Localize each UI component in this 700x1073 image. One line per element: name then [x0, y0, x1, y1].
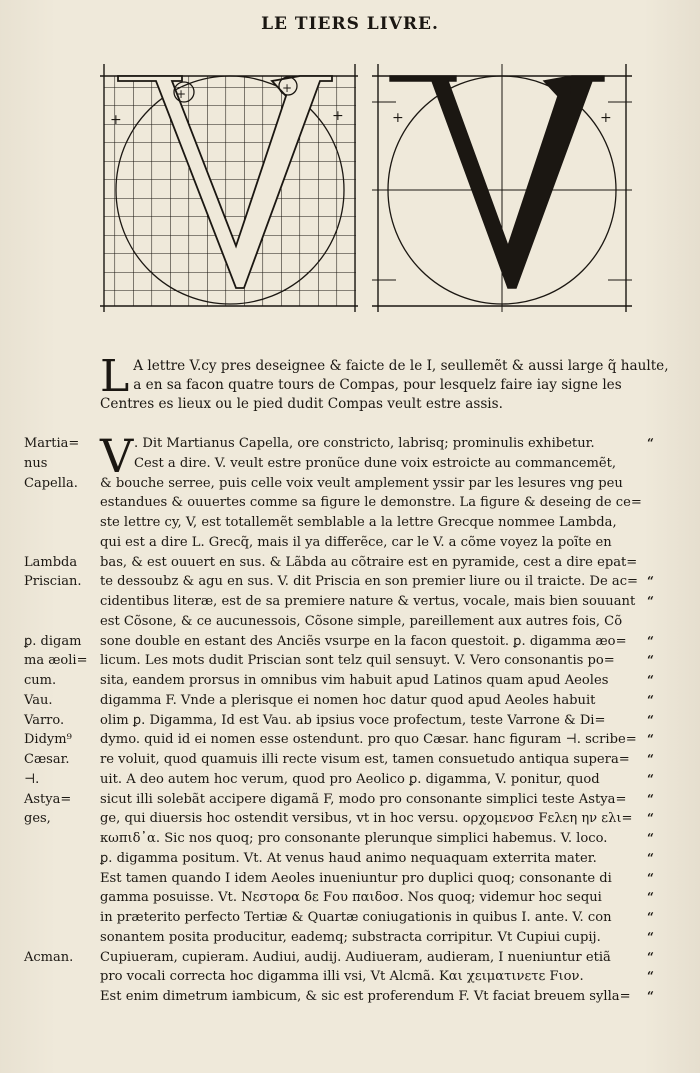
- text-line: . Dit Martianus Capella, ore constricto, labrisq; prominulis exhibetur.: [134, 436, 595, 451]
- text-line: Cest a dire. V. veult estre pronũce dune voix estroicte au commancemẽt,: [134, 455, 617, 471]
- margin-note-line: Cæsar.: [24, 752, 70, 767]
- quote-mark: “: [647, 712, 654, 727]
- quote-mark: “: [647, 673, 654, 687]
- quote-mark: “: [647, 949, 654, 964]
- quote-mark: “: [647, 929, 654, 944]
- margin-note: [24, 434, 100, 493]
- margin-note-line: Varro.: [24, 712, 65, 728]
- margin-note-line: Martia=: [24, 436, 80, 451]
- quote-mark: “: [647, 732, 654, 747]
- svg-text:+: +: [176, 87, 187, 101]
- svg-text:+: +: [392, 110, 404, 126]
- text-line: cidentibus literæ, est de sa premiere nature & vertus, vocale, mais bien souuant: [100, 594, 636, 609]
- quote-mark: “: [647, 969, 654, 984]
- quote-mark: “: [647, 811, 654, 826]
- text-line: bas, & est ouuert en sus. & Lãbda au cõtraire est en pyramide, cest a dire epat=: [100, 554, 638, 570]
- margin-note-line: Acman.: [24, 949, 74, 965]
- intro-line: a en sa facon quatre tours de Compas, pour lesquelz faire iay signe les: [133, 377, 622, 393]
- quote-mark: “: [647, 692, 654, 707]
- text-line: re voluit, quod quamuis illi recte visum est, tamen consuetudo antiqua supera=: [100, 752, 630, 767]
- margin-note-line: Vau.: [24, 692, 53, 708]
- svg-text:+: +: [600, 110, 612, 126]
- quote-mark: “: [647, 574, 654, 589]
- left-v-figure: [100, 64, 358, 312]
- svg-text:+: +: [566, 83, 577, 97]
- text-line: olim ꝑ. Digamma, Id est Vau. ab ipsius voce profectum, teste Varrone & Di=: [100, 712, 606, 728]
- text-line: sonantem posita producitur, eademq; substracta corripitur. Vt Cupiui cupij.: [100, 929, 601, 945]
- quote-mark: “: [647, 850, 654, 865]
- right-v-figure: [372, 64, 632, 312]
- margin-note-line: Didym⁹: [24, 732, 72, 748]
- text-line: pro vocali correcta hoc digamma illi vsi, Vt Alcmã. Και χειματινετε Fιον.: [100, 969, 584, 985]
- text-line: κωπιδ᾽α. Sic nos quoq; pro consonante plerunque simplici habemus. V. loco.: [100, 831, 608, 846]
- intro-line: Centres es lieux ou le pied dudit Compas veult estre assis.: [100, 396, 503, 412]
- quote-mark: “: [647, 910, 654, 924]
- text-line: & bouche serree, puis celle voix veult amplement yssir par les lesures vng peu: [100, 475, 623, 491]
- margin-note-line: Astya=: [24, 791, 72, 807]
- intro-paragraph: [100, 351, 669, 414]
- text-line: est Cõsone, & ce aucunessois, Cõsone simple, pareillement aux autres fois, Cõ: [100, 613, 623, 629]
- margin-note: [24, 948, 100, 968]
- text-line: Est tamen quando I idem Aeoles inueniuntur pro duplici quoq; consonante di: [100, 870, 612, 886]
- margin-note-line: cum.: [24, 673, 57, 688]
- svg-text:+: +: [110, 112, 122, 128]
- svg-text:+: +: [332, 108, 344, 124]
- text-line: uit. A deo autem hoc verum, quod pro Aeolico ꝑ. digamma, V. ponitur, quod: [100, 771, 600, 787]
- svg-text:+: +: [414, 87, 425, 101]
- quote-mark: “: [647, 989, 654, 1003]
- quote-mark: “: [647, 771, 654, 786]
- text-line: licum. Les mots dudit Priscian sont telz quil sensuyt. V. Vero consonantis po=: [100, 653, 615, 669]
- quote-mark: “: [647, 594, 654, 608]
- running-head: LE TIERS LIVRE.: [261, 14, 439, 34]
- margin-note-line: ma æoli=: [24, 653, 88, 669]
- body-dropcap: V: [100, 429, 134, 483]
- quote-mark: “: [647, 870, 654, 885]
- quote-mark: “: [647, 653, 654, 668]
- text-line: sone double en estant des Anciẽs vsurpe en la facon questoit. ꝑ. digamma æo=: [100, 633, 627, 649]
- text-line: dymo. quid id ei nomen esse ostendunt. pro quo Cæsar. hanc figuram ⊣. scribe=: [100, 732, 637, 748]
- text-line: te dessoubz & agu en sus. V. dit Priscia en son premier liure ou il traicte. De ac=: [100, 574, 638, 590]
- text-line: Est enim dimetrum iambicum, & sic est proferendum F. Vt faciat breuem sylla=: [100, 989, 631, 1004]
- quote-mark: “: [647, 633, 654, 648]
- margin-note: [24, 691, 100, 829]
- margin-note-line: Lambda: [24, 554, 78, 570]
- text-line: sicut illi solebãt accipere digamã F, modo pro consonante simplici teste Astya=: [100, 791, 627, 807]
- intro-dropcap: L: [100, 351, 130, 402]
- main-text: [100, 429, 645, 1007]
- text-line: digamma F. Vnde a plerisque ei nomen hoc datur quod apud Aeoles habuit: [100, 692, 596, 708]
- text-line: sita, eandem prorsus in omnibus vim habuit apud Latinos quam apud Aeoles: [100, 673, 609, 688]
- text-line: Cupiueram, cupieram. Audiui, audij. Audiueram, audieram, I nueniuntur etiã: [100, 949, 611, 965]
- text-line: gamma posuisse. Vt. Νεστορα δε Fου παιδοσ. Nos quoq; videmur hoc sequi: [100, 890, 602, 906]
- margin-note-line: ⊣.: [24, 771, 40, 787]
- construction-diagram: [96, 50, 636, 315]
- margin-note: [24, 553, 100, 593]
- margin-note-line: Capella.: [24, 475, 78, 491]
- svg-text:+: +: [282, 81, 293, 95]
- margin-note: [24, 632, 100, 691]
- quote-mark: “: [647, 791, 654, 806]
- margin-note-line: nus: [24, 455, 48, 471]
- quote-mark: “: [647, 890, 654, 905]
- text-line: qui est a dire L. Grecq̃, mais il ya differẽce, car le V. a cõme voyez la poĩte en: [100, 534, 612, 550]
- margin-note-line: Priscian.: [24, 574, 82, 590]
- quote-mark: “: [647, 436, 654, 450]
- text-line: ge, qui diuersis hoc ostendit versibus, vt in hoc versu. ορχομενοσ Fελεη ην ελι=: [100, 811, 633, 827]
- letter-construction-figures: [96, 50, 636, 315]
- text-line: ste lettre cy, V, est totallemẽt semblable a la lettre Grecque nommee Lambda,: [100, 515, 617, 530]
- margin-note-line: ges,: [24, 811, 51, 827]
- text-line: ꝑ. digamma positum. Vt. At venus haud animo nequaquam exterrita mater.: [100, 850, 597, 866]
- margin-note-line: ꝑ. digam: [24, 633, 82, 649]
- quote-mark: “: [647, 831, 654, 845]
- text-line: estandues & ouuertes comme sa figure le demonstre. La figure & deseing de ce=: [100, 495, 642, 511]
- quote-mark: “: [647, 752, 654, 766]
- intro-line: A lettre V.cy pres deseignee & faicte de le I, seullemẽt & aussi large q̃ haulte,: [133, 358, 669, 374]
- text-line: in præterito perfecto Tertiæ & Quartæ coniugationis in quibus I. ante. V. con: [100, 910, 612, 925]
